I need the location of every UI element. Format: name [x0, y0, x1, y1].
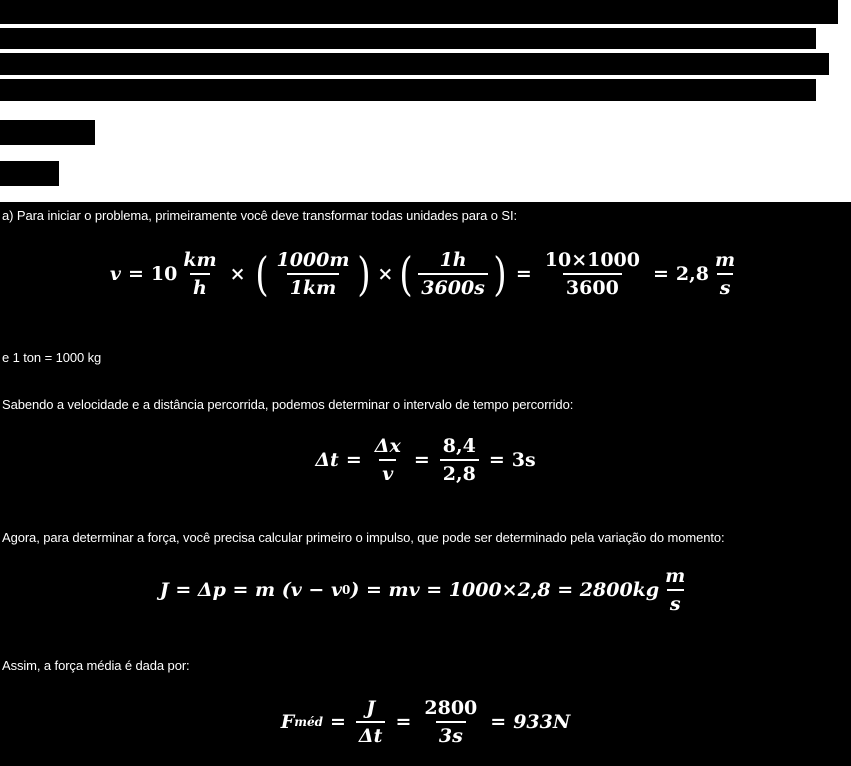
- equation-average-force: F méd = $\frac{J}{\Delta t}$ = $\frac{2800}{3s}$ = 933N: [280, 697, 571, 747]
- redacted-block-4: [0, 79, 816, 101]
- equation-velocity-conversion: v = 10 $\frac{km}{h}$ × ( $\frac{1000m}{1km}$ ) × ( $\frac{1h}{3600s}$ ) = $\frac{10\times 1000}{3600}$ = 2,8 $\frac{m}{s}$: [109, 247, 736, 301]
- paragraph-intro: a) Para iniciar o problema, primeiramente você deve transformar todas unidades para o SI:: [2, 208, 517, 223]
- paragraph-ton: e 1 ton = 1000 kg: [2, 350, 102, 365]
- redacted-block-2: [0, 28, 816, 49]
- redacted-block-3: [0, 53, 829, 75]
- paragraph-impulse: Agora, para determinar a força, você precisa calcular primeiro o impulso, que pode ser determinado pela variação do momento:: [2, 530, 725, 545]
- equation-impulse: J = Δp = m (v − v 0 ) = mv = 1000×2,8 = 2800kg $\frac{m}{s}$: [159, 565, 686, 615]
- paragraph-time: Sabendo a velocidade e a distância percorrida, podemos determinar o intervalo de tempo percorrido:: [2, 397, 574, 412]
- solution-panel: [0, 202, 851, 766]
- redacted-block-5: [0, 120, 95, 145]
- redacted-block-6: [0, 161, 59, 186]
- equation-time-interval: Δt = $\frac{\Delta x}{v}$ = $\frac{8,4}{2,8}$ = 3s: [315, 435, 536, 485]
- redacted-block-1: [0, 0, 838, 24]
- paragraph-average-force: Assim, a força média é dada por:: [2, 658, 190, 673]
